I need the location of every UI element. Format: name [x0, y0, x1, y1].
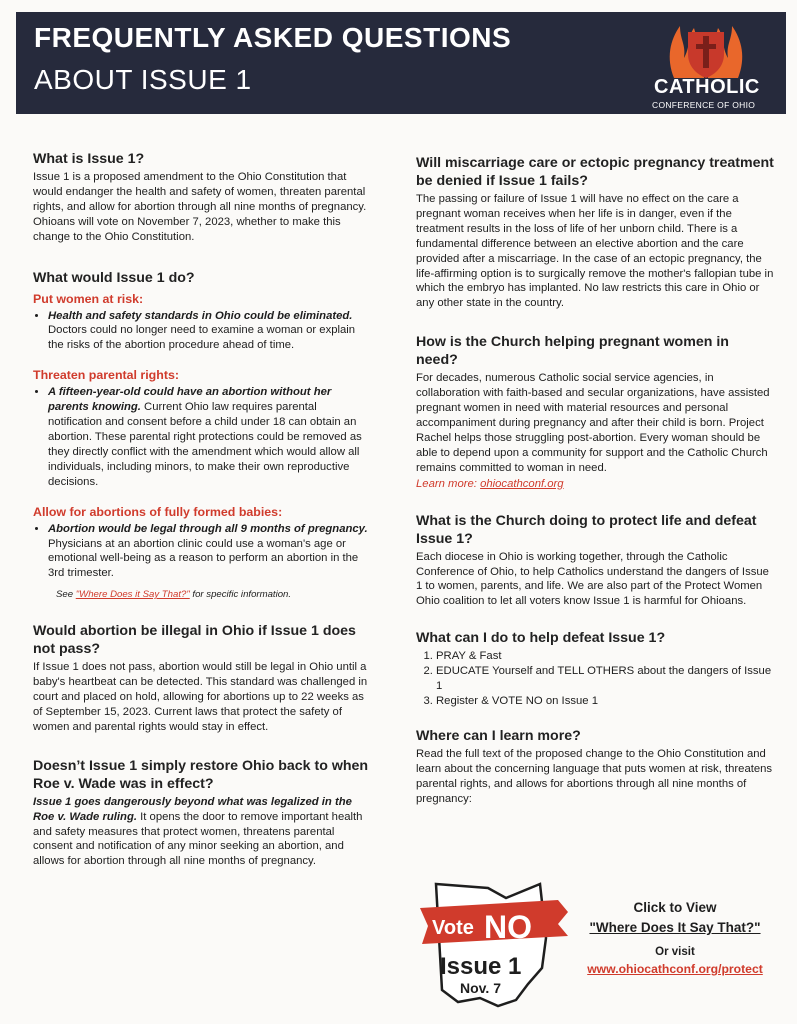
question-heading: How is the Church helping pregnant women in need?: [416, 334, 729, 369]
answer-text: The passing or failure of Issue 1 will have no effect on the care a pregnant woman receives when her life is in danger, even if the treatment results in the loss of life of her unborn child. There is a fundamental difference between an elective abortion and the care provided after a miscarriage. In the case of an ectopic pregnancy, the life-affirming option is to surgically remove the mother's fallopian tube in which the embryo has implanted. No law restricts this care in Ohio or any other state in the country.: [416, 193, 774, 310]
call-to-action: [570, 900, 780, 976]
faq-miscarriage-care: [416, 154, 774, 311]
question-heading: What is Issue 1?: [33, 151, 145, 167]
page-subtitle: ABOUT ISSUE 1: [34, 64, 252, 95]
bullet-list: [33, 522, 373, 582]
note-text: See: [56, 589, 76, 601]
bullet-text: Physicians at an abortion clinic could use a woman's age or emotional well-being as a reason to perform an abortion in the 3rd trimester.: [48, 537, 359, 580]
question-heading: Doesn’t Issue 1 simply restore Ohio back to when Roe v. Wade was in effect?: [33, 757, 369, 792]
faq-church-protect-life: [416, 512, 774, 610]
issue-text: Issue 1: [440, 953, 522, 980]
faq-roe-v-wade: [33, 757, 373, 870]
or-visit-label: Or visit: [655, 946, 695, 958]
answer-text: Read the full text of the proposed change to the Ohio Constitution and learn about the concerning language that puts women at risk, threatens parental rights, and allows for abortions through all nine months of pregnancy:: [416, 747, 773, 805]
answer-text: [33, 795, 373, 870]
answer-text: Issue 1 is a proposed amendment to the Ohio Constitution that would endanger the health and safety of women, threaten parental rights, and allow for abortion through all nine months of pregnancy. Ohioans will vote on November 7, 2023, whether to make this change to the Ohio Constitution.: [33, 171, 367, 243]
date-text: Nov. 7: [460, 980, 501, 996]
action-item: 2. EDUCATE Yourself and TELL OTHERS about the dangers of Issue 1: [436, 664, 774, 694]
action-list: [416, 649, 774, 709]
answer-text: If Issue 1 does not pass, abortion would still be legal in Ohio until a baby's heartbeat can be detected. This standard was challenged in court and placed on hold, allowing for abortions up to 22 weeks as of September 15, 2023. Current laws that protect the safety of women and parental rights would stay in effect.: [33, 661, 368, 733]
faq-abortion-illegal: [33, 622, 373, 735]
bullet-emphasis: A fifteen-year-old could have an abortion without her parents knowing.: [48, 386, 332, 414]
bullet-item: [48, 522, 373, 582]
learn-more: [416, 478, 774, 490]
subheading-fully-formed-babies: Allow for abortions of fully formed babies:: [33, 504, 283, 519]
faq-what-would-issue-1-do: [33, 269, 373, 601]
subheading-parental-rights: Threaten parental rights:: [33, 368, 179, 383]
question-heading: Will miscarriage care or ectopic pregnancy treatment be denied if Issue 1 fails?: [416, 155, 774, 189]
question-heading: What is the Church doing to protect life and defeat Issue 1?: [416, 512, 757, 547]
subheading-women-at-risk: Put women at risk:: [33, 291, 144, 306]
page-title: FREQUENTLY ASKED QUESTIONS: [34, 22, 512, 53]
bullet-text: Current Ohio law requires parental notification and consent before a child under 18 can obtain an abortion. These parental right protections could be removed as they directly conflict with the amendment which would allow all individuals, including minors, to make their own reproductive decisions.: [48, 401, 362, 488]
vote-no-ohio-graphic: [418, 878, 588, 1010]
faq-help-defeat: [416, 629, 774, 709]
bullet-emphasis: Abortion would be legal through all 9 months of pregnancy.: [48, 522, 368, 535]
faq-church-helping: [416, 333, 774, 489]
see-note: [56, 589, 373, 600]
note-text: for specific information.: [189, 589, 292, 601]
bullet-list: [33, 385, 373, 489]
answer-emphasis: Issue 1 goes dangerously beyond what was legalized in the Roe v. Wade ruling.: [33, 795, 352, 823]
no-text: NO: [484, 909, 532, 945]
bullet-item: [48, 385, 373, 489]
learn-more-label: Learn more:: [416, 477, 481, 490]
click-to-view-label: Click to View: [633, 900, 717, 915]
answer-text: For decades, numerous Catholic social service agencies, in collaboration with faith-based and secular organizations, have assisted pregnant women in need with material resources and personal accompaniment during pregnancy and after their child is born. Project Rachel helps those struggling post-abortion. Every woman should be able to depend upon a community for support and the Catholic Church remains committed to woman in need.: [416, 372, 770, 474]
question-heading: What can I do to help defeat Issue 1?: [416, 630, 666, 647]
question-heading: What would Issue 1 do?: [33, 269, 195, 286]
answer-rest: It opens the door to remove important health and safety measures that protect women, threatens parental consent and notification of any minor seeking an abortion, and allows for abortion through all nine months of pregnancy.: [33, 810, 363, 868]
question-heading: Where can I learn more?: [416, 727, 581, 744]
logo-name: CATHOLIC: [654, 76, 760, 98]
logo-subtitle: CONFERENCE OF OHIO: [652, 100, 756, 110]
bullet-emphasis: Health and safety standards in Ohio could be eliminated.: [48, 309, 353, 322]
faq-what-is-issue-1: [33, 150, 373, 245]
ohiocathconf-protect-link[interactable]: www.ohiocathconf.org/protect: [587, 962, 763, 976]
right-column: [416, 154, 774, 806]
bullet-list: [33, 309, 373, 354]
where-does-it-say-link[interactable]: "Where Does it Say That?": [75, 589, 190, 601]
answer-text: Each diocese in Ohio is working together, through the Catholic Conference of Ohio, to help Catholics understand the dangers of Issue 1 to women, parents, and life. We are also part of the Protect Women Ohio coalition to let all voters know Issue 1 is harmful for Ohioans.: [416, 550, 769, 608]
action-item: 3. Register & VOTE NO on Issue 1: [436, 694, 774, 709]
vote-text: Vote: [432, 917, 474, 939]
ohiocathconf-link[interactable]: ohiocathconf.org: [480, 477, 564, 490]
action-item: 1. PRAY & Fast: [436, 649, 774, 664]
where-does-it-say-that-link[interactable]: "Where Does It Say That?": [589, 920, 761, 935]
bullet-item: [48, 309, 373, 354]
left-column: [33, 150, 373, 869]
bullet-text: Doctors could no longer need to examine a woman or explain the risks of the abortion procedure ahead of time.: [48, 324, 356, 352]
question-heading: Would abortion be illegal in Ohio if Issue 1 does not pass?: [33, 623, 356, 658]
faq-learn-more: [416, 727, 774, 807]
header-banner: [16, 12, 786, 114]
